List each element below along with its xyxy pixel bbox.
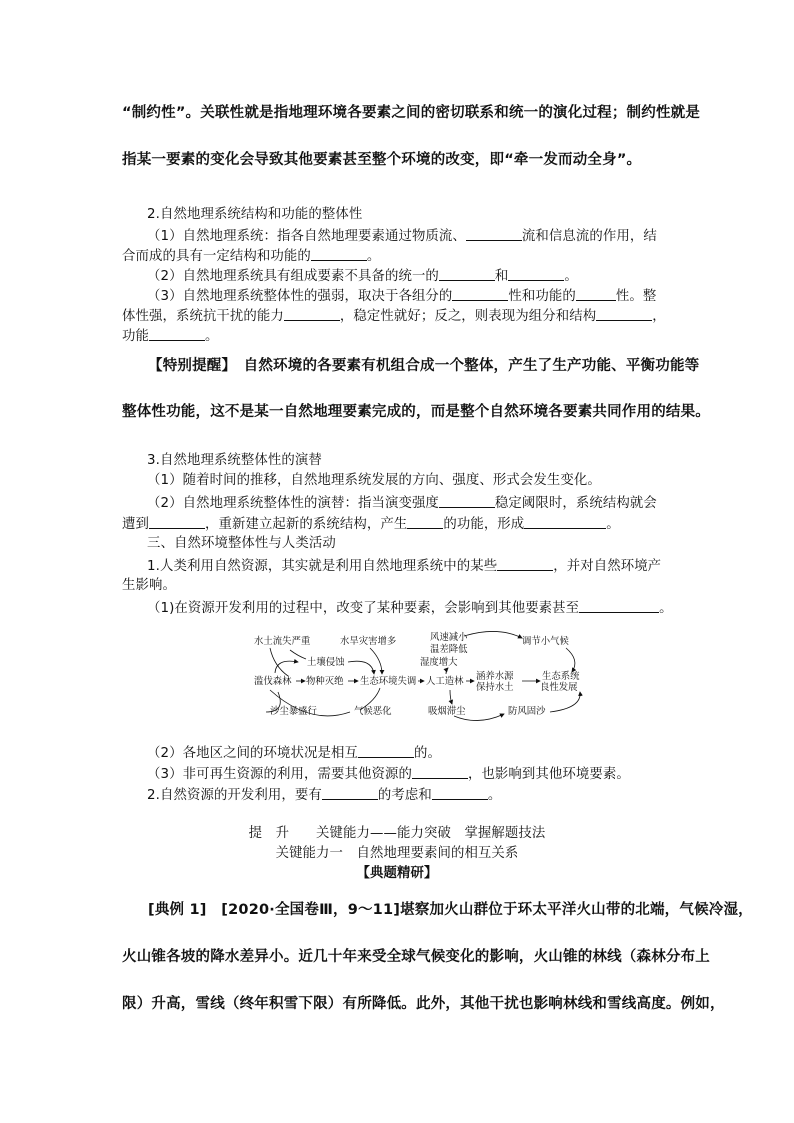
- text: ，并对自然环境产: [553, 559, 662, 574]
- text: 功能: [122, 329, 149, 344]
- fill-blank[interactable]: [452, 288, 508, 301]
- fill-blank[interactable]: [576, 288, 616, 301]
- intro-line-2: 指某一要素的变化会导致其他要素甚至整个环境的改变，即“牵一发而动全身”。: [122, 152, 642, 168]
- text: （1)在资源开发利用的过程中，改变了某种要素，会影响到其他要素甚至: [147, 601, 580, 616]
- text: （2）各地区之间的环境状况是相互: [147, 746, 358, 761]
- text: 的功能，形成: [443, 517, 525, 532]
- example-line-1: [典例 1] [2020·全国卷Ⅲ，9～11]堪察加火山群位于环太平洋火山带的北端，气候冷湿，: [148, 902, 753, 918]
- label-keep-soil: 保持水土: [476, 682, 514, 693]
- text: 体性强，系统抗干扰的能力: [122, 309, 284, 324]
- section-2-item-1-cont: [122, 248, 380, 263]
- part-3-item-1-cont: 生影响。: [122, 578, 176, 593]
- fill-blank[interactable]: [322, 787, 378, 800]
- section-2-item-2: [147, 268, 578, 283]
- fill-blank[interactable]: [432, 787, 488, 800]
- tip-line-1: 【特别提醒】 自然环境的各要素有机组合成一个整体，产生了生产功能、平衡功能等: [148, 358, 700, 374]
- fill-blank[interactable]: [596, 308, 652, 321]
- fill-blank[interactable]: [149, 516, 205, 529]
- part-3-item-1: [147, 558, 661, 573]
- section-2-item-1: [147, 228, 657, 243]
- fill-blank[interactable]: [284, 308, 340, 321]
- text: 。: [564, 269, 578, 284]
- fill-blank[interactable]: [497, 558, 553, 571]
- text: 和: [494, 269, 509, 284]
- diagram-labels: [254, 631, 580, 717]
- text: ，: [652, 309, 666, 324]
- fill-blank[interactable]: [466, 228, 522, 241]
- label-windbreak: 防风固沙: [508, 706, 546, 717]
- text: 的考虑和: [377, 788, 432, 803]
- tip-line-2: 整体性功能，这不是某一自然地理要素完成的，而是整个自然环境各要素共同作用的结果。: [122, 404, 710, 420]
- label-eco-system: 生态系统: [542, 671, 580, 682]
- text: 。: [204, 329, 219, 344]
- fill-blank[interactable]: [439, 268, 495, 281]
- label-wind-down: 风速减小: [430, 632, 468, 643]
- label-soil-water-loss: 水土流失严重: [254, 636, 311, 647]
- label-imbalance: 生态环境失调: [360, 676, 417, 687]
- fill-blank[interactable]: [311, 248, 367, 261]
- text: ，稳定性就好；反之，则表现为组分和结构: [339, 309, 597, 324]
- text: （3）非可再生资源的利用，需要其他资源的: [147, 767, 412, 782]
- label-flood-drought: 水旱灾害增多: [340, 636, 397, 647]
- fill-blank[interactable]: [407, 516, 443, 529]
- text: （2）自然地理系统整体性的演替：指当演变强度: [147, 496, 439, 511]
- example-line-3: 限）升高，雪线（终年积雪下限）有所降低。此外，其他干扰也影响林线和雪线高度。例如，: [122, 996, 725, 1012]
- text: 稳定阈限时，系统结构就会: [494, 496, 657, 511]
- part-3-item-2: [147, 787, 501, 802]
- label-good-dev: 良性发展: [540, 682, 578, 693]
- label-absorb-dust: 吸烟滞尘: [428, 706, 466, 717]
- text: 性和功能的: [508, 289, 576, 304]
- lift-title: 提 升 关键能力——能力突破 掌握解题技法: [248, 826, 546, 841]
- label-temp-diff: 温差降低: [430, 644, 468, 655]
- text: 合而成的具有一定结构和功能的: [122, 249, 311, 264]
- label-deforest: 滥伐森林: [254, 676, 292, 687]
- part-3-heading: 三、自然环境整体性与人类活动: [147, 536, 336, 551]
- label-humidity-up: 湿度增大: [420, 657, 458, 668]
- section-2-item-3-end: [122, 328, 218, 343]
- label-conserve-water: 涵养水源: [476, 671, 514, 682]
- text: 性。整: [615, 289, 657, 304]
- text: 。: [606, 517, 620, 532]
- label-microclimate: 调节小气候: [522, 636, 569, 647]
- section-3-heading: 3.自然地理系统整体性的演替: [147, 453, 322, 468]
- human-activity-diagram: [250, 628, 600, 730]
- example-line-2: 火山锥各坡的降水差异小。近几十年来受全球气候变化的影响，火山锥的林线（森林分布上: [122, 949, 710, 965]
- section-2-item-3-cont: [122, 308, 666, 323]
- text: ，重新建立起新的系统结构，产生: [204, 517, 408, 532]
- text: 。: [366, 249, 381, 264]
- part-3-item-1-sub-3: [147, 766, 630, 781]
- label-sandstorm: 沙尘暴盛行: [270, 706, 317, 717]
- text: 流和信息流的作用，结: [521, 229, 657, 244]
- label-soil-erosion: 土壤侵蚀: [307, 657, 345, 668]
- lift-tag: 【典题精研】: [356, 866, 438, 881]
- text: （1）自然地理系统：指各自然地理要素通过物质流、: [147, 229, 466, 244]
- fill-blank[interactable]: [524, 516, 606, 529]
- section-3-item-1: （1）随着时间的推移，自然地理系统发展的方向、强度、形式会发生变化。: [147, 473, 601, 488]
- label-artificial-forest: 人工造林: [426, 676, 464, 687]
- intro-line-1: “制约性”。关联性就是指地理环境各要素之间的密切联系和统一的演化过程；制约性就是: [122, 105, 701, 121]
- part-3-item-1-sub-1: [147, 600, 673, 615]
- section-2-item-3: [147, 288, 656, 303]
- fill-blank[interactable]: [508, 268, 564, 281]
- text: 遭到: [122, 517, 149, 532]
- text: 2.自然资源的开发利用，要有: [147, 788, 322, 803]
- fill-blank[interactable]: [579, 600, 659, 613]
- text: 1.人类利用自然资源，其实就是利用自然地理系统中的某些: [147, 559, 498, 574]
- lift-subtitle: 关键能力一 自然地理要素间的相互关系: [275, 846, 519, 861]
- section-2-heading: 2.自然地理系统结构和功能的整体性: [147, 207, 363, 222]
- text: （2）自然地理系统具有组成要素不具备的统一的: [147, 269, 439, 284]
- section-3-item-2-cont: [122, 516, 620, 531]
- fill-blank[interactable]: [412, 766, 468, 779]
- fill-blank[interactable]: [149, 328, 205, 341]
- label-climate-worse: 气候恶化: [354, 706, 392, 717]
- text: （3）自然地理系统整体性的强弱，取决于各组分的: [147, 289, 453, 304]
- text: 。: [659, 601, 673, 616]
- text: 的。: [413, 746, 441, 761]
- part-3-item-1-sub-2: [147, 745, 441, 760]
- text: 。: [487, 788, 502, 803]
- fill-blank[interactable]: [358, 745, 414, 758]
- section-3-item-2: [147, 495, 657, 510]
- fill-blank[interactable]: [439, 495, 495, 508]
- text: ，也影响到其他环境要素。: [467, 767, 630, 782]
- label-extinction: 物种灭绝: [306, 676, 344, 687]
